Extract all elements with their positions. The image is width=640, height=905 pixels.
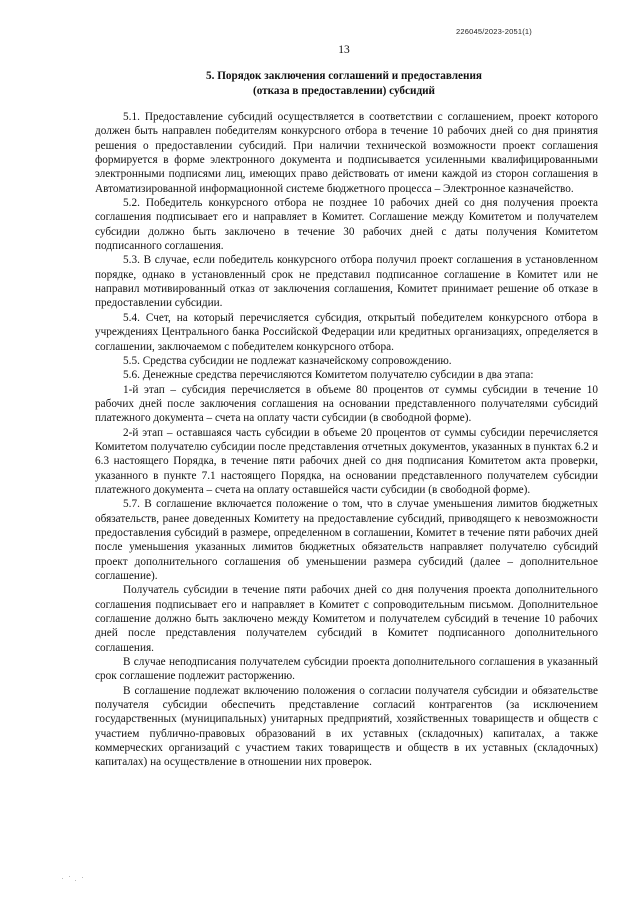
paragraph-stage-1: 1-й этап – субсидия перечисляется в объеме 80 процентов от суммы субсидии в течение 10 рабочих дней после заключения соглашения на основании представленного получателями субсидий платежного документа – счета на оплату части субсидии (в свободной форме). [95, 383, 598, 425]
page-number: 13 [338, 44, 350, 56]
paragraph-5-3: 5.3. В случае, если победитель конкурсного отбора получил проект соглашения в установленном порядке, однако в установленный срок не представил подписанное соглашение в Комитет или не направил мотивированный отказ от заключения соглашения, Комитет принимает решение об отказе в предоставлении субсидии. [95, 254, 598, 310]
section-title-line-1: 5. Порядок заключения соглашений и предоставления [206, 70, 482, 82]
paragraph-5-5: 5.5. Средства субсидии не подлежат казначейскому сопровождению. [123, 354, 452, 367]
paragraph-stage-2: 2-й этап – оставшаяся часть субсидии в объеме 20 процентов от суммы субсидии перечисляется Комитетом получателю субсидии после представления отчетных документов, указанных в пунктах 6.2 и 6.3 настоящего Порядка, в течение пяти рабочих дней со дня подписания Комитетом акта проверки, указанного в пункте 7.1 настоящего Порядка, на основании представленного получателем субсидии платежного документа – счета на оплату оставшейся части субсидии (в свободной форме). [95, 426, 598, 496]
section-title [96, 69, 592, 99]
document-body [95, 110, 598, 770]
section-title-line-2: (отказа в предоставлении) субсидий [252, 85, 435, 97]
document-registration-number: 226045/2023-2051(1) [456, 27, 532, 36]
paragraph-5-1: 5.1. Предоставление субсидий осуществляется в соответствии с соглашением, проект которого должен быть направлен победителям конкурсного отбора в течение 10 рабочих дней со дня принятия решения о предоставлении субсидий. При наличии технической возможности проект соглашения формируется в форме электронного документа и подписывается усиленными квалифицированными электронными подписями лиц, имеющих право действовать от имени каждой из сторон соглашения в Автоматизированной информационной системе бюджетного процесса – Электронное казначейство. [95, 111, 598, 195]
paragraph-5-2: 5.2. Победитель конкурсного отбора не позднее 10 рабочих дней со дня получения проекта соглашения подписывает его и направляет в Комитет. Соглашение между Комитетом и получателем субсидии должно быть заключено в течение 30 рабочих дней с даты получения Комитетом подписанного соглашения. [95, 197, 598, 253]
scan-artifacts [60, 875, 90, 883]
paragraph-5-4: 5.4. Счет, на который перечисляется субсидия, открытый победителем конкурсного отбора в учреждениях Центрального банка Российской Федерации или кредитных организациях, определяется в соглашении, заключаемом с победителем конкурсного отбора. [95, 311, 598, 353]
paragraph-additional-agreement: Получатель субсидии в течение пяти рабочих дней со дня получения проекта дополнительного соглашения подписывает его и направляет в Комитет с сопроводительным письмом. Дополнительное соглашение должно быть заключено между Комитетом и получателем субсидий в течение 10 рабочих дней после представления получателем субсидий в Комитет подписанного дополнительного соглашения. [95, 584, 598, 654]
paragraph-termination: В случае неподписания получателем субсидии проекта дополнительного соглашения в указанный срок соглашение подлежит расторжению. [95, 656, 598, 683]
paragraph-5-6: 5.6. Денежные средства перечисляются Комитетом получателю субсидии в два этапа: [123, 369, 534, 382]
paragraph-5-7: 5.7. В соглашение включается положение о том, что в случае уменьшения лимитов бюджетных обязательств, ранее доведенных Комитету на предоставление субсидий, приводящего к невозможности предоставления субсидий в размере, определенном в соглашении, Комитет в течение пяти рабочих дней после уменьшения указанных лимитов бюджетных обязательств направляет получателю субсидий проект дополнительного соглашения об уменьшении размера субсидий (далее – дополнительное соглашение). [95, 498, 598, 582]
paragraph-consent-provisions: В соглашение подлежат включению положения о согласии получателя субсидии и обязательстве получателя субсидии обеспечить представление согласий контрагентов (за исключением государственных (муниципальных) унитарных предприятий, хозяйственных товариществ и обществ с участием публично-правовых образований в их уставных (складочных) капиталах, а также коммерческих организаций с участием таких товариществ и обществ в их уставных (складочных) капиталах) на осуществление в отношении них проверок. [95, 684, 598, 769]
